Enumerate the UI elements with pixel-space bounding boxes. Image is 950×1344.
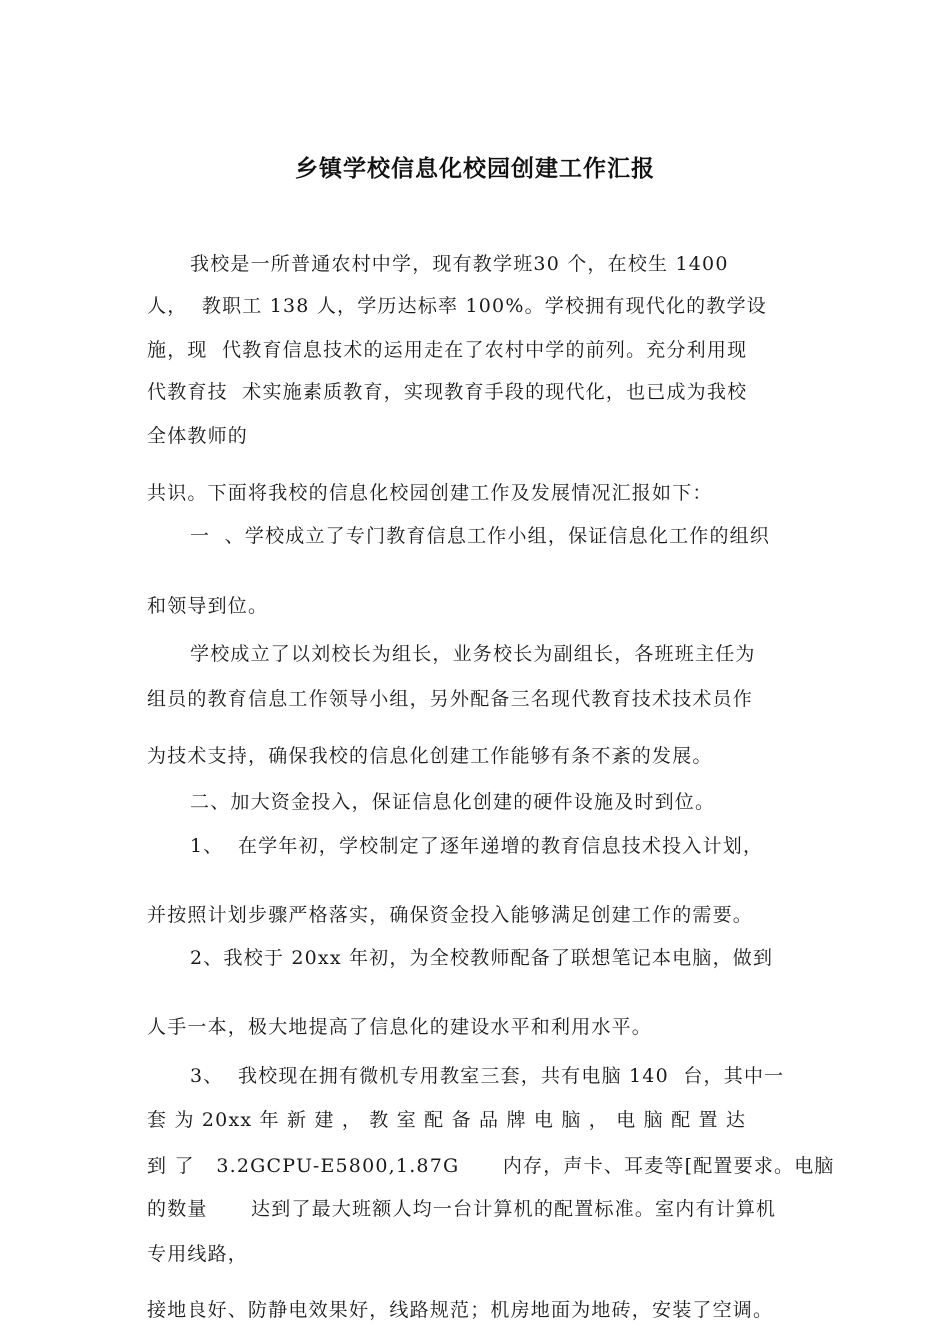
- document-title: 乡镇学校信息化校园创建工作汇报: [295, 156, 655, 182]
- paragraph-line: 专用线路，: [147, 1243, 249, 1265]
- paragraph-line: 全体教师的: [147, 425, 249, 447]
- section-heading: 二、加大资金投入，保证信息化创建的硬件设施及时到位。: [190, 791, 716, 813]
- paragraph-line: 我校是一所普通农村中学，现有教学班30 个，在校生 1400: [190, 253, 729, 275]
- paragraph-line: 接地良好、防静电效果好，线路规范；机房地面为地砖，安装了空调。: [147, 1299, 774, 1321]
- paragraph-line: 到 了 3.2GCPU-E5800,1.87G 内存，声卡、耳麦等[配置要求。电脑: [147, 1155, 835, 1177]
- paragraph-line: 施，现 代教育信息技术的运用走在了农村中学的前列。充分利用现: [147, 339, 748, 361]
- list-item: 2、我校于 20xx 年初，为全校教师配备了联想笔记本电脑，做到: [190, 947, 774, 969]
- paragraph-line: 人， 教职工 138 人，学历达标率 100%。学校拥有现代化的教学设: [147, 295, 767, 317]
- paragraph-line: 套 为 20xx 年 新 建 ， 教 室 配 备 品 牌 电 脑 ， 电 脑 配 置 达: [147, 1109, 747, 1131]
- section-heading: 一 、学校成立了专门教育信息工作小组，保证信息化工作的组织: [190, 525, 771, 547]
- paragraph-line: 为技术支持，确保我校的信息化创建工作能够有条不紊的发展。: [147, 745, 713, 767]
- paragraph-line: 的数量 达到了最大班额人均一台计算机的配置标准。室内有计算机: [147, 1198, 777, 1220]
- paragraph-line: 人手一本，极大地提高了信息化的建设水平和利用水平。: [147, 1016, 653, 1038]
- paragraph-line: 共识。下面将我校的信息化校园创建工作及发展情况汇报如下：: [147, 482, 713, 504]
- paragraph-line: 和领导到位。: [147, 595, 269, 617]
- paragraph-line: 代教育技 术实施素质教育，实现教育手段的现代化，也已成为我校: [147, 381, 748, 403]
- list-item: 3、 我校现在拥有微机专用教室三套，共有电脑 140 台，其中一: [190, 1065, 785, 1087]
- paragraph-line: 并按照计划步骤严格落实，确保资金投入能够满足创建工作的需要。: [147, 904, 754, 926]
- paragraph-line: 组员的教育信息工作领导小组，另外配备三名现代教育技术技术员作: [147, 688, 754, 710]
- paragraph-line: 学校成立了以刘校长为组长，业务校长为副组长，各班班主任为: [190, 643, 756, 665]
- list-item: 1、 在学年初，学校制定了逐年递增的教育信息技术投入计划，: [190, 835, 764, 857]
